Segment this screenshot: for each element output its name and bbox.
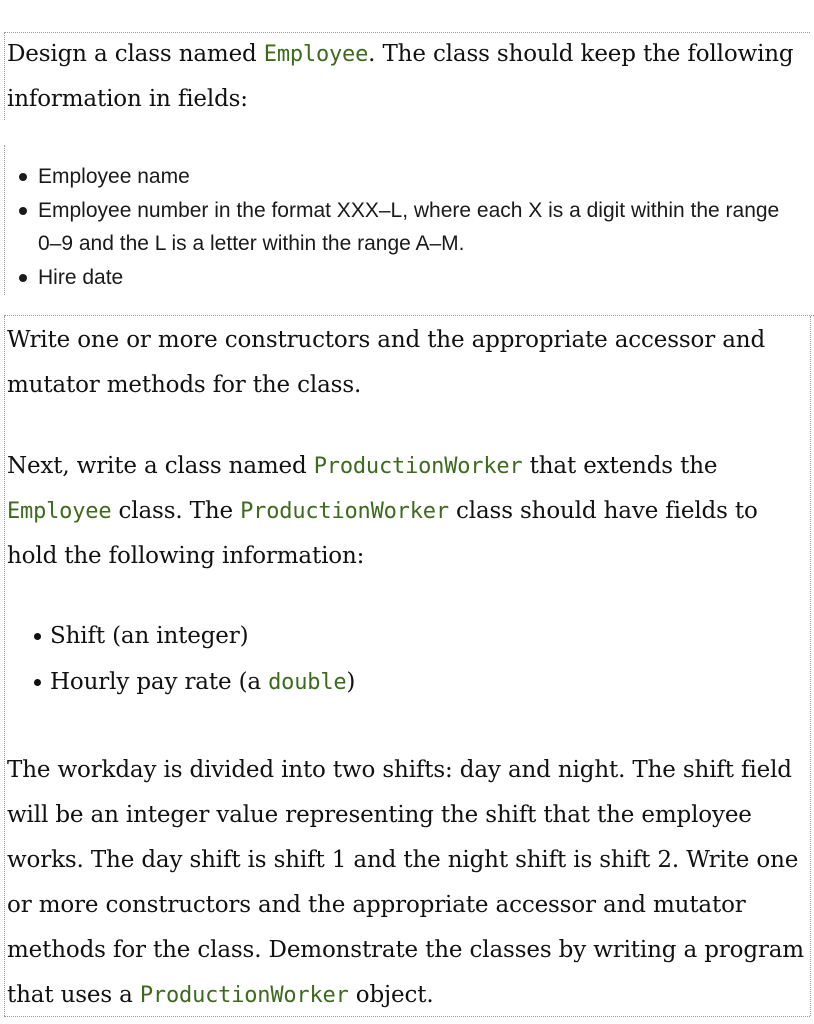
left-border-bottom (4, 316, 5, 1016)
productionworker-code-2: ProductionWorker (240, 499, 449, 524)
list-item (33, 613, 793, 659)
next-text-4: class should have fields to hold the following information: (7, 498, 758, 569)
left-border-middle (4, 145, 5, 295)
field-hire-date: Hire date (38, 265, 124, 289)
intro-text-2: . The class should keep the following information in fields: (7, 41, 794, 112)
field-employee-name: Employee name (38, 165, 190, 188)
field-pay-suffix: ) (346, 669, 356, 695)
worker-fields-list (33, 613, 793, 706)
productionworker-code-1: ProductionWorker (313, 454, 523, 479)
next-paragraph (7, 444, 807, 579)
list-item (33, 659, 793, 706)
constructors-text: Write one or more constructors and the appropriate accessor and mutator methods for the class. (7, 327, 766, 398)
separator-middle (4, 315, 814, 316)
constructors-paragraph (7, 318, 807, 408)
field-pay-prefix: Hourly pay rate (a (50, 669, 269, 695)
intro-text-1: Design a class named (7, 41, 264, 67)
field-shift: Shift (an integer) (50, 623, 249, 649)
workday-text-1: The workday is divided into two shifts: day and night. The shift field will be an integer value representing the shift that the employee works. The day shift is shift 1 and the night shift is shift 2. Write one or more constructors and the appropriate accessor and mutator methods for the class. Demonstrate the classes by writing a program that uses a (7, 757, 804, 1008)
next-text-2: that extends the (522, 453, 718, 479)
next-text-1: Next, write a class named (7, 453, 314, 479)
workday-paragraph (7, 748, 807, 1018)
productionworker-code-3: ProductionWorker (139, 983, 349, 1008)
employee-code-2: Employee (7, 499, 112, 524)
next-text-3: class. The (111, 498, 241, 524)
employee-class-code: Employee (263, 42, 369, 67)
list-item (18, 160, 798, 194)
double-code: double (268, 670, 347, 695)
field-employee-number: Employee number in the format XXX–L, where each X is a digit within the range 0–9 and the L is a letter within the range A–M. (38, 198, 780, 255)
employee-fields-list (18, 160, 798, 294)
workday-text-2: object. (348, 982, 434, 1008)
right-border (810, 316, 811, 1016)
list-item (18, 261, 798, 295)
left-border-top (4, 32, 5, 120)
list-item (18, 194, 798, 261)
intro-paragraph (7, 32, 807, 122)
